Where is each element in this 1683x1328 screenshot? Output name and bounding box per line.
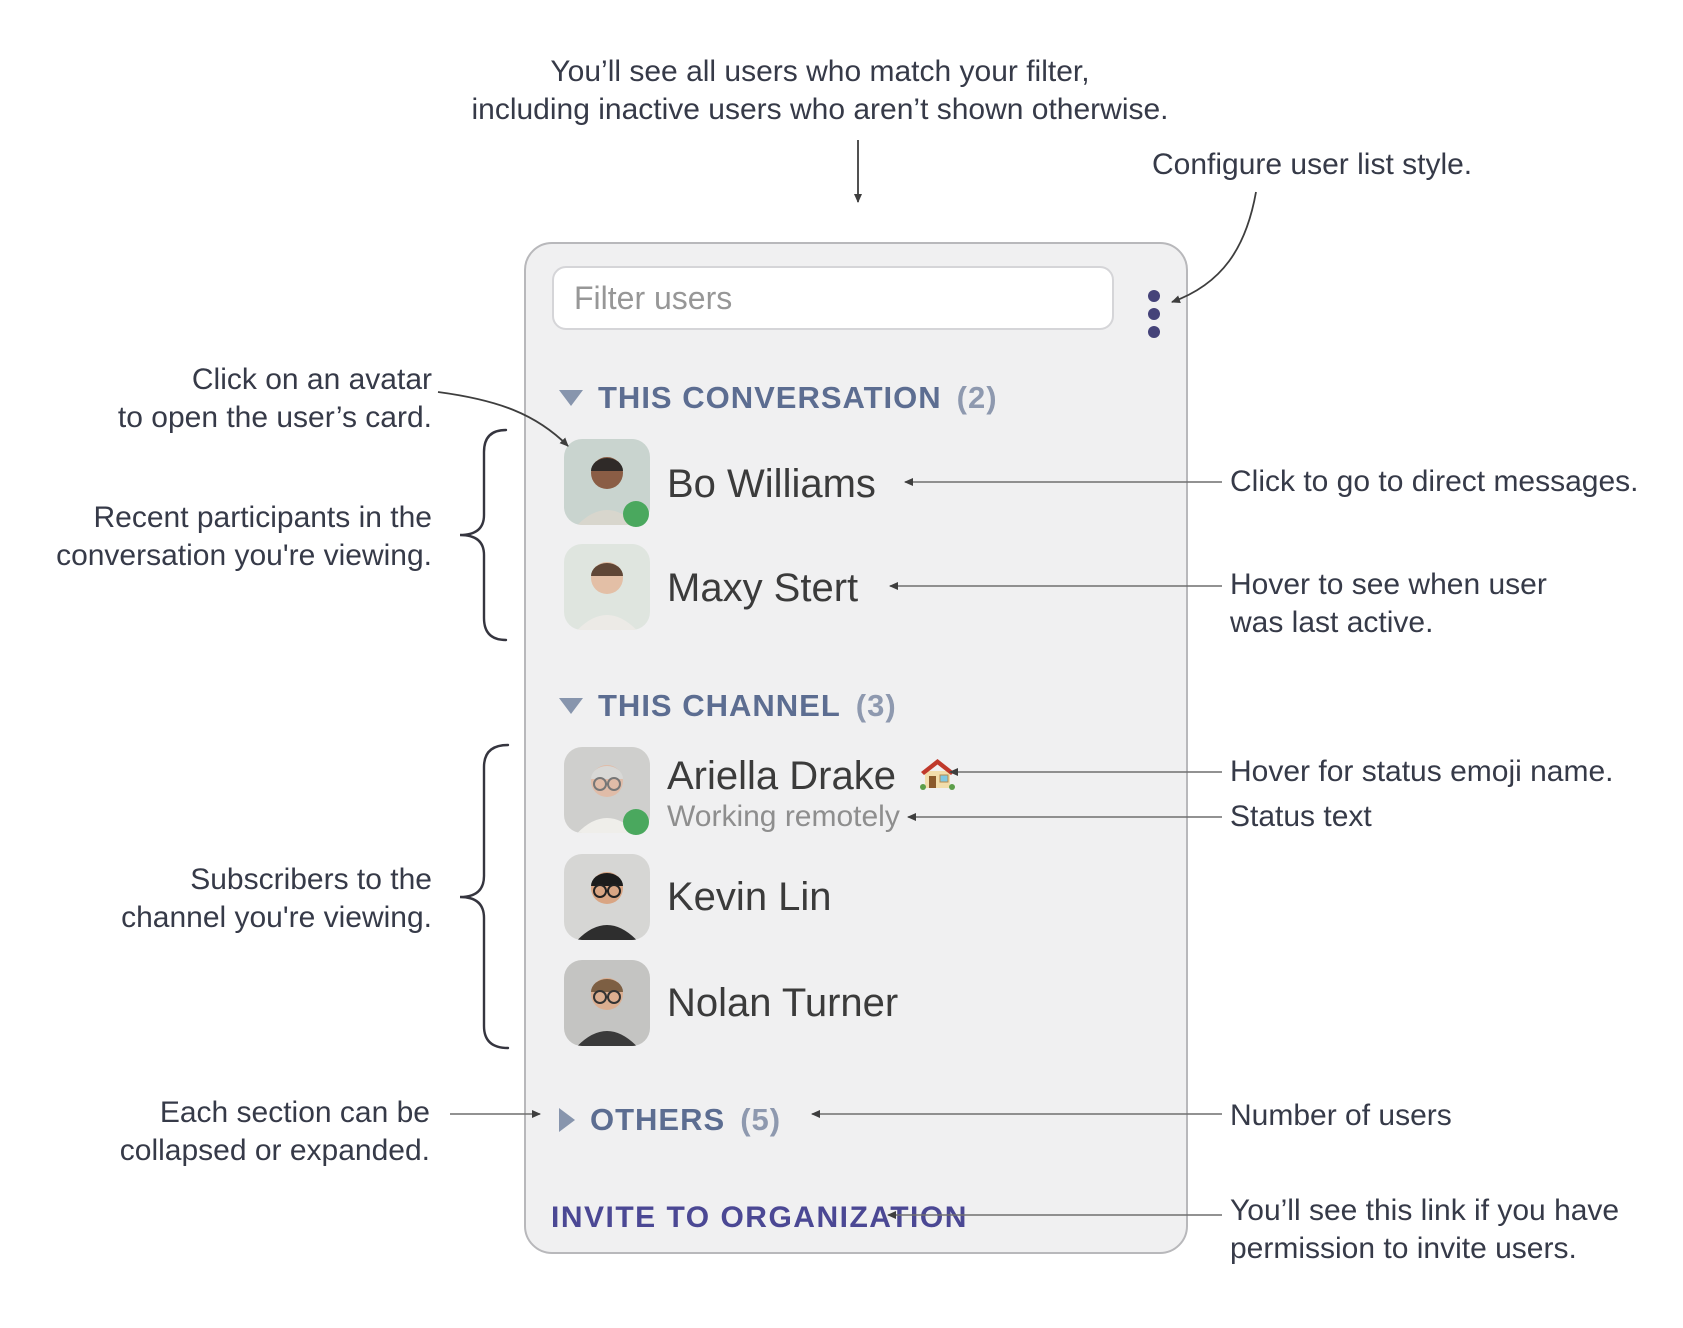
collapse-triangle-down-icon — [559, 390, 583, 406]
user-name-maxy-stert[interactable]: Maxy Stert — [667, 566, 859, 610]
subscribers-note-line2: channel you're viewing. — [121, 901, 432, 934]
avatar-click-note-line1: Click on an avatar — [191, 363, 432, 396]
vertical-ellipsis-icon — [1148, 308, 1160, 320]
avatar-click-note — [118, 361, 432, 437]
last-active-note — [1230, 566, 1547, 642]
section-header-others[interactable] — [559, 1102, 781, 1138]
house-status-emoji — [919, 756, 956, 791]
configure-list-note: Configure user list style. — [1152, 148, 1473, 181]
avatar-illustration — [564, 854, 650, 940]
subscribers-note — [121, 861, 432, 937]
filter-results-note — [380, 53, 1260, 129]
user-name-ariella-drake[interactable] — [667, 752, 956, 800]
user-name-bo-williams[interactable]: Bo Williams — [667, 462, 876, 506]
user-name-text: Ariella Drake — [667, 754, 896, 798]
section-count: (5) — [740, 1102, 782, 1137]
collapse-sections-note — [120, 1094, 430, 1170]
user-count-note: Number of users — [1230, 1099, 1452, 1132]
recent-participants-note-line2: conversation you're viewing. — [56, 539, 432, 572]
recent-participants-note — [56, 499, 432, 575]
section-count: (2) — [956, 380, 998, 415]
brace-subscribers — [460, 745, 508, 1048]
direct-messages-note: Click to go to direct messages. — [1230, 465, 1639, 498]
recent-participants-note-line1: Recent participants in the — [93, 501, 432, 534]
collapse-triangle-right-icon — [559, 1108, 575, 1132]
avatar-illustration — [564, 544, 650, 630]
avatar-maxy-stert[interactable] — [564, 544, 650, 630]
vertical-ellipsis-icon — [1148, 326, 1160, 338]
avatar-click-note-line2: to open the user’s card. — [117, 401, 432, 434]
user-list-panel — [524, 242, 1188, 1254]
status-text-note: Status text — [1230, 800, 1372, 833]
invite-to-organization-link[interactable]: INVITE TO ORGANIZATION — [551, 1201, 968, 1234]
invite-permission-note — [1230, 1192, 1619, 1268]
avatar-illustration — [564, 960, 650, 1046]
user-status-text: Working remotely — [667, 800, 900, 833]
user-list-menu-button[interactable] — [1144, 286, 1164, 342]
vertical-ellipsis-icon — [1148, 290, 1160, 302]
collapse-sections-note-line1: Each section can be — [159, 1096, 430, 1129]
presence-online-dot — [623, 501, 649, 527]
last-active-note-line2: was last active. — [1230, 606, 1434, 639]
subscribers-note-line1: Subscribers to the — [190, 863, 432, 896]
invite-permission-note-line1: You’ll see this link if you have — [1230, 1194, 1620, 1227]
user-name-nolan-turner[interactable]: Nolan Turner — [667, 981, 899, 1025]
section-label: THIS CHANNEL — [598, 688, 841, 723]
section-label: THIS CONVERSATION — [598, 380, 942, 415]
filter-results-note-line2: including inactive users who aren’t shown otherwise. — [471, 93, 1169, 126]
avatar-nolan-turner[interactable] — [564, 960, 650, 1046]
section-label: OTHERS — [590, 1102, 726, 1137]
user-name-kevin-lin[interactable]: Kevin Lin — [667, 875, 832, 919]
presence-online-dot — [623, 809, 649, 835]
collapse-triangle-down-icon — [559, 698, 583, 714]
section-header-this-channel[interactable] — [559, 688, 897, 724]
status-emoji-note: Hover for status emoji name. — [1230, 755, 1614, 788]
filter-users-input[interactable] — [552, 266, 1114, 330]
last-active-note-line1: Hover to see when user — [1230, 568, 1547, 601]
brace-recent-participants — [460, 430, 506, 640]
invite-permission-note-line2: permission to invite users. — [1230, 1232, 1577, 1265]
collapse-sections-note-line2: collapsed or expanded. — [119, 1134, 430, 1167]
section-header-this-conversation[interactable] — [559, 380, 998, 416]
avatar-kevin-lin[interactable] — [564, 854, 650, 940]
filter-results-note-line1: You’ll see all users who match your filter, — [550, 55, 1090, 88]
section-count: (3) — [855, 688, 897, 723]
